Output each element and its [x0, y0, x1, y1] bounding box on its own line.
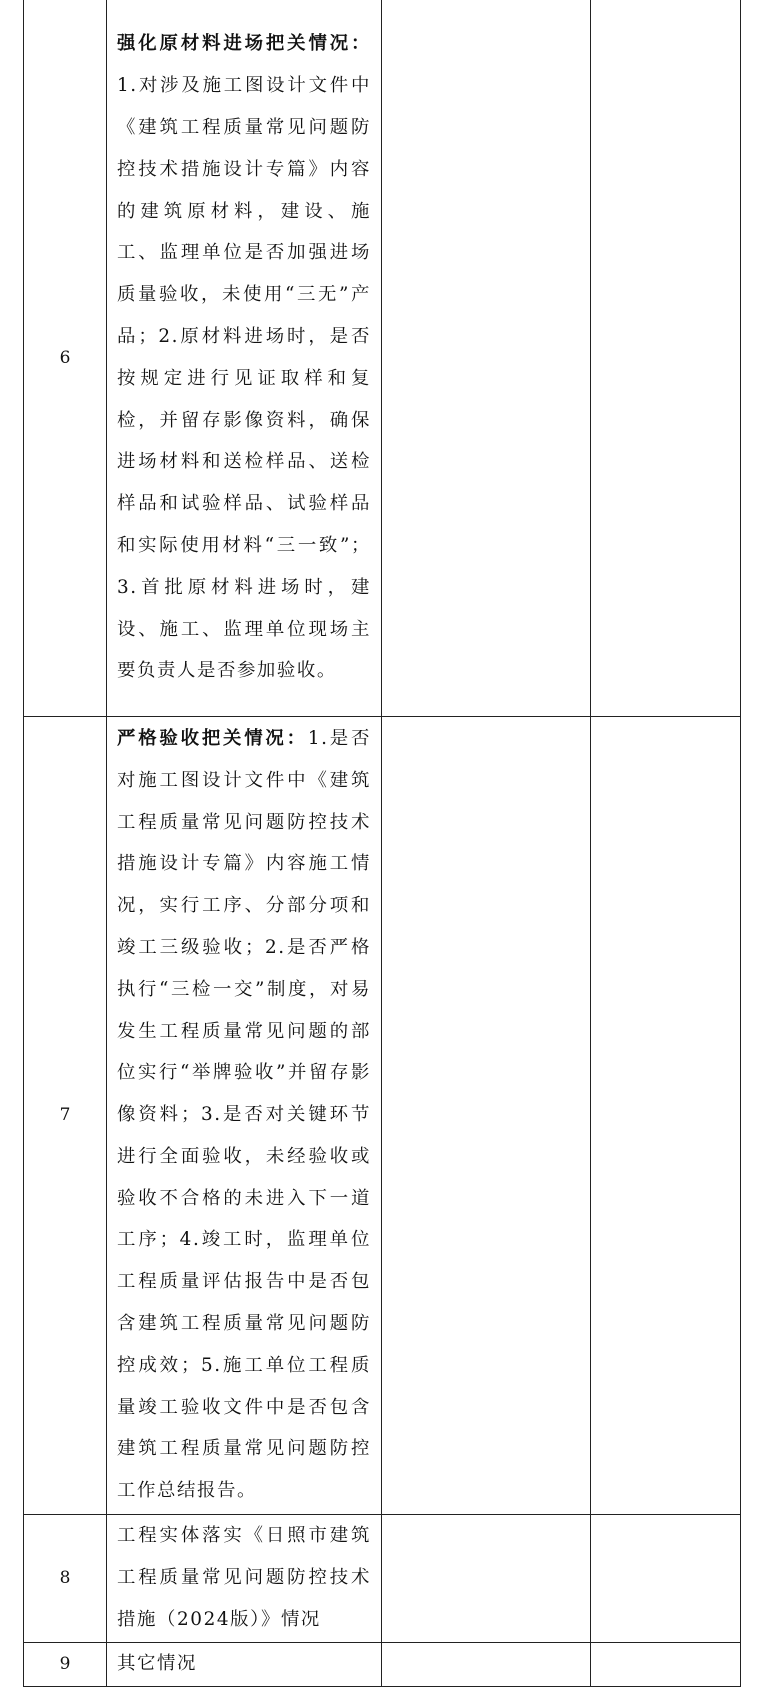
empty-cell: [382, 1514, 591, 1642]
table-row-8: [24, 1514, 741, 1642]
inspection-item-text: [107, 1514, 382, 1642]
item-heading: 强化原材料进场把关情况：: [117, 33, 371, 55]
empty-cell: [591, 1514, 741, 1642]
row-number: 7: [24, 716, 107, 1514]
item-body: 1.是否对施工图设计文件中《建筑工程质量常见问题防控技术措施设计专篇》内容施工情况，实行工序、分部分项和竣工三级验收；2.是否严格执行“三检一交”制度，对易发生工程质量常见问题的部位实行“举牌验收”并留存影像资料；3.是否对关键环节进行全面验收，未经验收或验收不合格的未进入下一道工序；4.竣工时，监理单位工程质量评估报告中是否包含建筑工程质量常见问题防控成效；5.施工单位工程质量竣工验收文件中是否包含建筑工程质量常见问题防控工作总结报告。: [117, 727, 371, 1502]
empty-cell: [382, 716, 591, 1514]
inspection-table: [23, 0, 741, 1687]
table-row-9: [24, 1642, 741, 1686]
item-heading: 严格验收把关情况：: [117, 727, 308, 749]
table-row-7: [24, 716, 741, 1514]
item-body: 1.对涉及施工图设计文件中《建筑工程质量常见问题防控技术措施设计专篇》内容的建筑原材料，建设、施工、监理单位是否加强进场质量验收，未使用“三无”产品；2.原材料进场时，是否按规定进行见证取样和复检，并留存影像资料，确保进场材料和送检样品、送检样品和试验样品、试验样品和实际使用材料“三一致”；3.首批原材料进场时，建设、施工、监理单位现场主要负责人是否参加验收。: [117, 75, 371, 682]
inspection-item-text: [107, 716, 382, 1514]
item-body: 工程实体落实《日照市建筑工程质量常见问题防控技术措施（2024版）》情况: [117, 1525, 371, 1630]
inspection-item-text: [107, 1642, 382, 1686]
inspection-item-text: [107, 0, 382, 716]
row-number: 9: [24, 1642, 107, 1686]
item-body: 其它情况: [117, 1653, 197, 1675]
empty-cell: [591, 0, 741, 716]
empty-cell: [591, 1642, 741, 1686]
empty-cell: [382, 0, 591, 716]
row-number: 8: [24, 1514, 107, 1642]
empty-cell: [382, 1642, 591, 1686]
row-number: 6: [24, 0, 107, 716]
table-row-6: [24, 0, 741, 716]
empty-cell: [591, 716, 741, 1514]
